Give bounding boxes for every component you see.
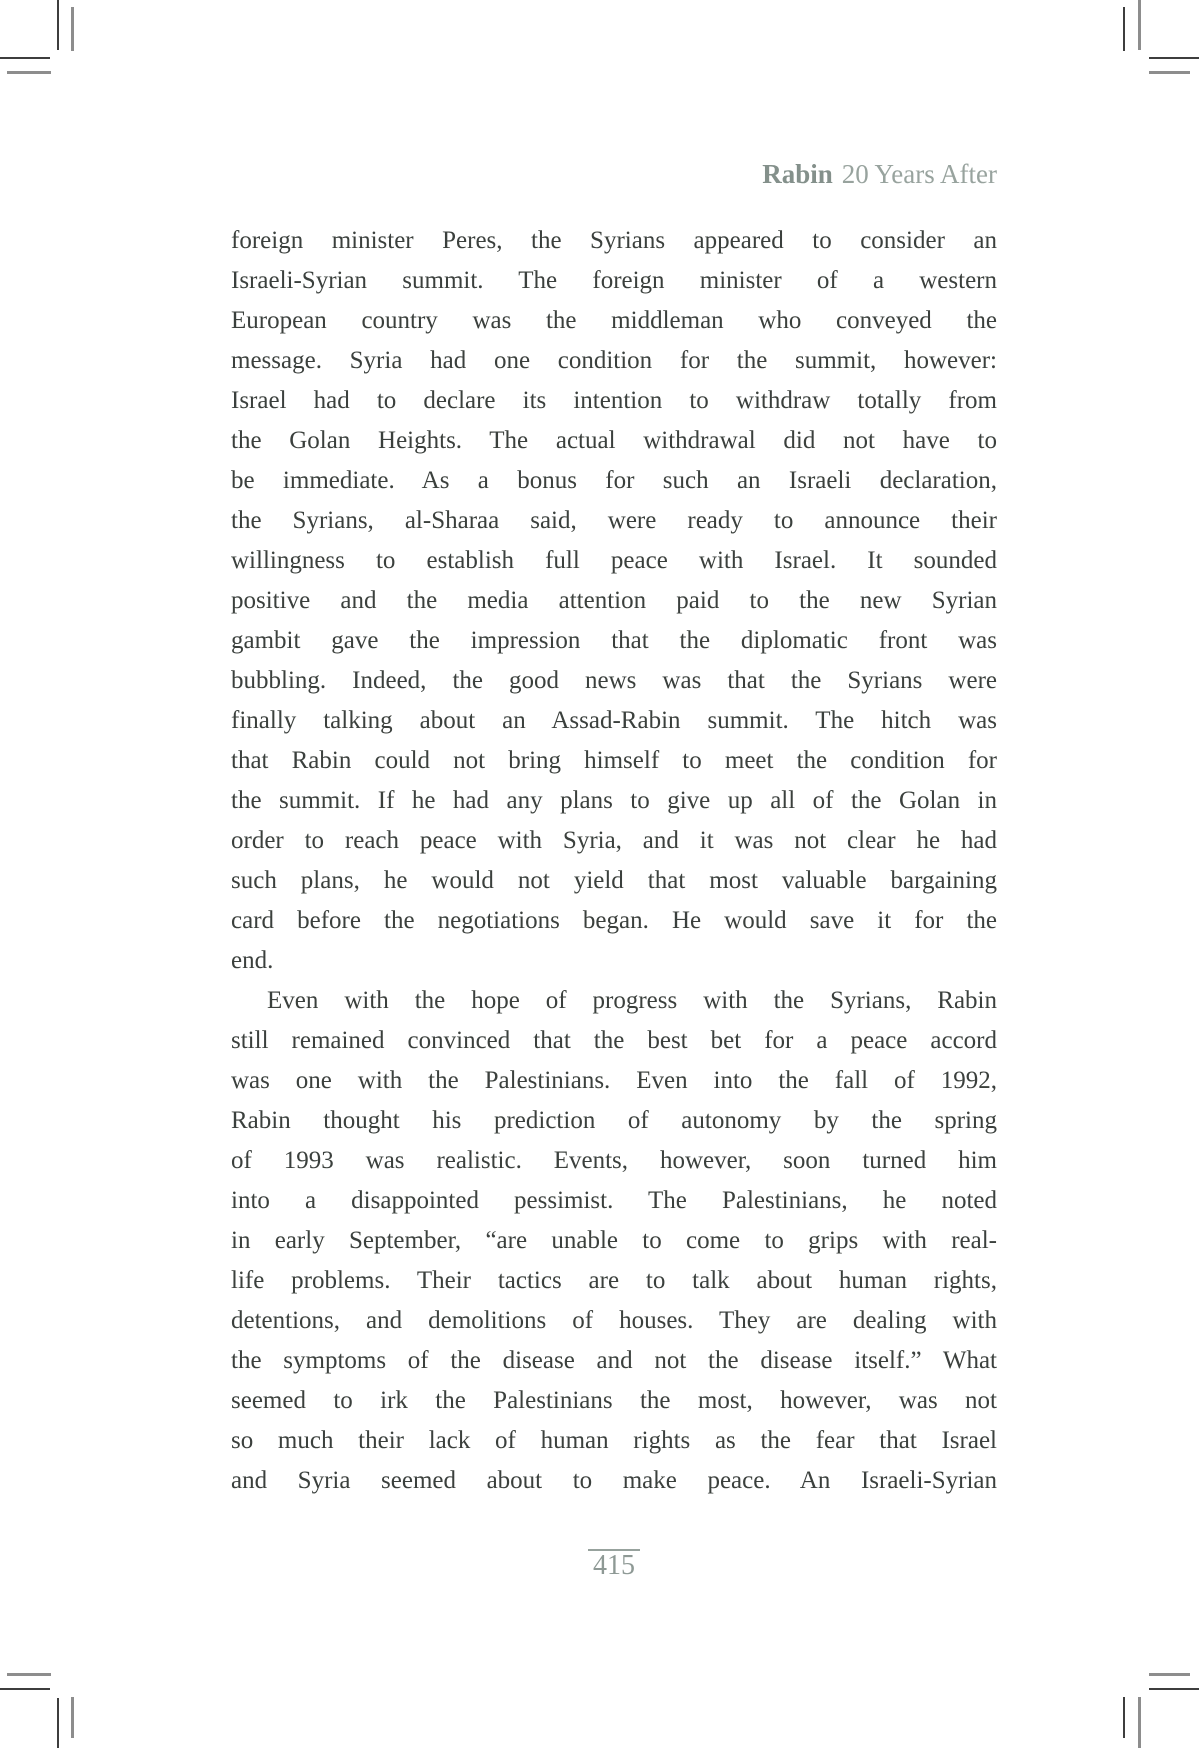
text-line: the symptoms of the disease and not the disease itself.” What <box>231 1347 997 1374</box>
crop-mark-top-right-vertical-inner <box>1123 7 1125 51</box>
text-line: detentions, and demolitions of houses. They are dealing with <box>231 1307 997 1334</box>
text-line: was one with the Palestinians. Even into the fall of 1992, <box>231 1067 997 1094</box>
crop-mark-bottom-left-vertical-inner <box>71 1697 74 1738</box>
text-line: the summit. If he had any plans to give up all of the Golan in <box>231 787 997 814</box>
text-line: foreign minister Peres, the Syrians appeared to consider an <box>231 227 997 254</box>
text-line: of 1993 was realistic. Events, however, soon turned him <box>231 1147 997 1174</box>
text-line: and Syria seemed about to make peace. An Israeli-Syrian <box>231 1467 997 1494</box>
crop-mark-top-left-vertical-inner <box>71 7 74 51</box>
text-line: so much their lack of human rights as the fear that Israel <box>231 1427 997 1454</box>
text-line: Rabin thought his prediction of autonomy by the spring <box>231 1107 997 1134</box>
crop-mark-bottom-right-horizontal-outer <box>1149 1688 1199 1690</box>
text-line: Israel had to declare its intention to withdraw totally from <box>231 387 997 414</box>
text-line: such plans, he would not yield that most valuable bargaining <box>231 867 997 894</box>
crop-mark-bottom-right-horizontal-inner <box>1149 1673 1190 1676</box>
text-line: bubbling. Indeed, the good news was that the Syrians were <box>231 667 997 694</box>
crop-mark-top-right-horizontal-outer <box>1149 57 1199 59</box>
text-line: that Rabin could not bring himself to meet the condition for <box>231 747 997 774</box>
text-line: order to reach peace with Syria, and it was not clear he had <box>231 827 997 854</box>
paragraph-2 <box>231 981 997 1501</box>
crop-mark-top-right-vertical-outer <box>1138 0 1141 50</box>
crop-mark-bottom-left-horizontal-outer <box>0 1688 50 1690</box>
body-text <box>231 221 997 1501</box>
text-line: the Syrians, al-Sharaa said, were ready to announce their <box>231 507 997 534</box>
text-line: still remained convinced that the best bet for a peace accord <box>231 1027 997 1054</box>
crop-mark-bottom-right-vertical-outer <box>1138 1697 1141 1748</box>
text-line: gambit gave the impression that the diplomatic front was <box>231 627 997 654</box>
running-header <box>231 160 997 188</box>
text-line: the Golan Heights. The actual withdrawal did not have to <box>231 427 997 454</box>
footer <box>231 1549 997 1581</box>
text-line: life problems. Their tactics are to talk about human rights, <box>231 1267 997 1294</box>
text-line: in early September, “are unable to come to grips with real- <box>231 1227 997 1254</box>
page-number: 415 <box>593 1550 635 1581</box>
text-line: into a disappointed pessimist. The Palestinians, he noted <box>231 1187 997 1214</box>
running-header-book-title: Rabin <box>762 159 833 189</box>
crop-mark-bottom-left-horizontal-inner <box>7 1673 51 1676</box>
text-line: willingness to establish full peace with Israel. It sounded <box>231 547 997 574</box>
crop-mark-top-right-horizontal-inner <box>1149 71 1190 74</box>
text-line: Even with the hope of progress with the Syrians, Rabin <box>267 987 997 1014</box>
running-header-subtitle: 20 Years After <box>841 159 997 189</box>
text-line: finally talking about an Assad-Rabin summit. The hitch was <box>231 707 997 734</box>
text-line: end. <box>231 947 274 974</box>
crop-mark-top-left-horizontal-outer <box>0 57 50 59</box>
text-line: Israeli-Syrian summit. The foreign minister of a western <box>231 267 997 294</box>
text-line: seemed to irk the Palestinians the most, however, was not <box>231 1387 997 1414</box>
crop-mark-top-left-vertical-outer <box>57 0 59 50</box>
text-line: be immediate. As a bonus for such an Israeli declaration, <box>231 467 997 494</box>
text-line: European country was the middleman who conveyed the <box>231 307 997 334</box>
paragraph-1 <box>231 221 997 981</box>
text-line: positive and the media attention paid to the new Syrian <box>231 587 997 614</box>
text-line: card before the negotiations began. He would save it for the <box>231 907 997 934</box>
text-line: message. Syria had one condition for the summit, however: <box>231 347 997 374</box>
crop-mark-top-left-horizontal-inner <box>7 71 51 74</box>
crop-mark-bottom-left-vertical-outer <box>57 1698 59 1748</box>
crop-mark-bottom-right-vertical-inner <box>1123 1697 1125 1738</box>
